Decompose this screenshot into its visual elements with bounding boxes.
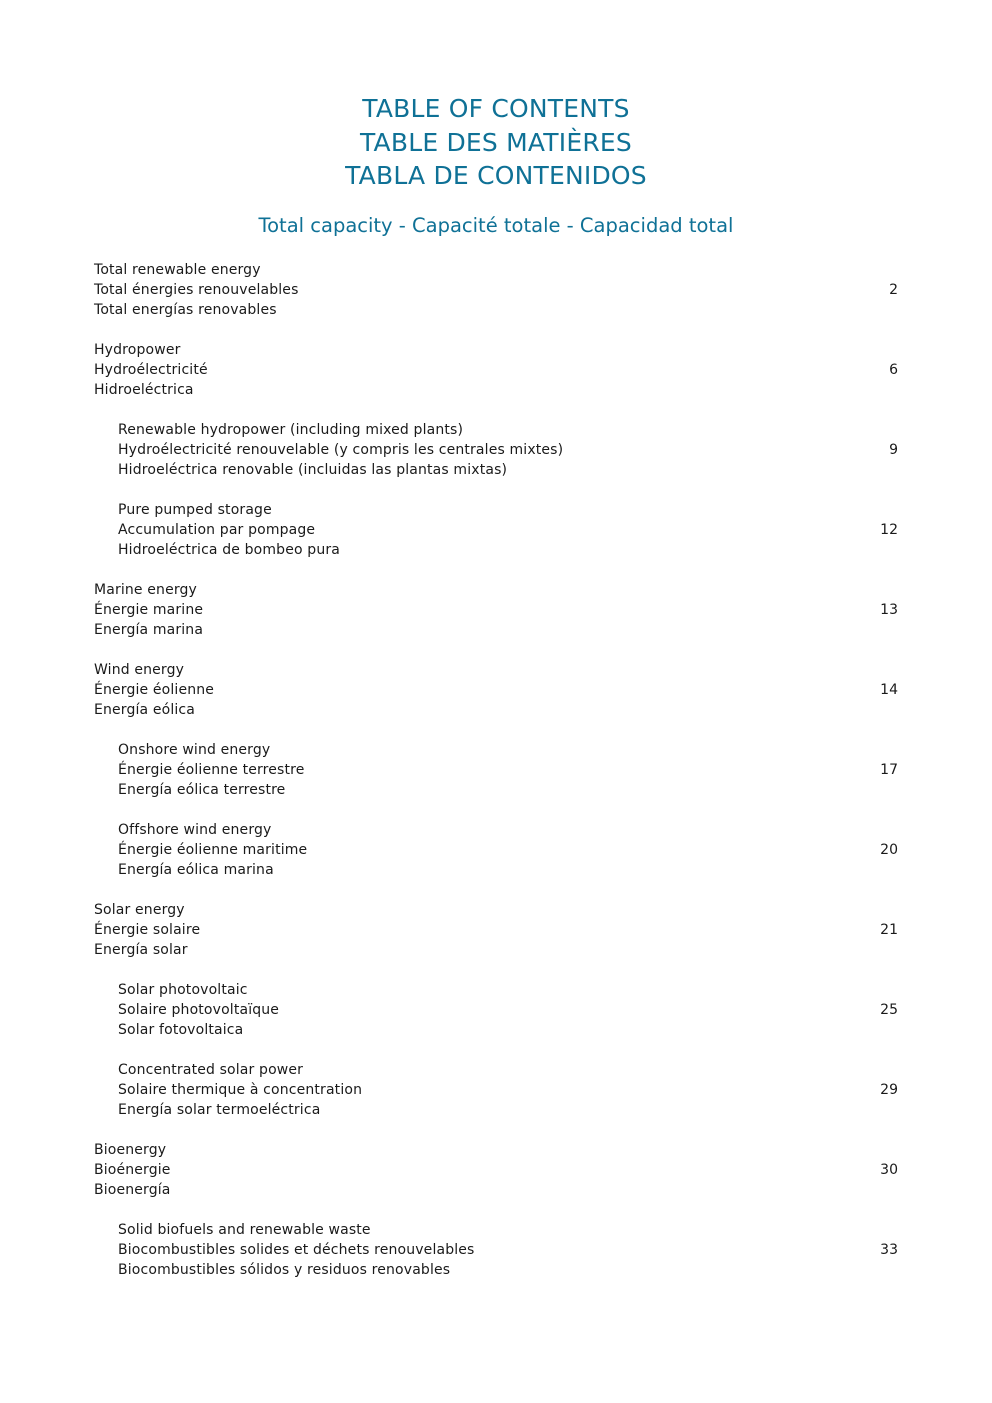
toc-entry-label-es: Hidroeléctrica de bombeo pura	[118, 542, 340, 558]
toc-entry-label-es: Biocombustibles sólidos y residuos renovables	[118, 1262, 451, 1278]
toc-entry[interactable]	[94, 1060, 898, 1140]
toc-entry-label-es: Energía marina	[94, 622, 204, 638]
toc-entry-labels	[94, 900, 898, 960]
toc-entry-labels	[94, 1060, 898, 1120]
toc-entry-label-en: Onshore wind energy	[118, 742, 271, 758]
page-title-es: TABLA DE CONTENIDOS	[345, 161, 647, 190]
toc-page-number: 20	[880, 842, 898, 858]
toc-entry-label-en: Renewable hydropower (including mixed plants)	[118, 422, 464, 438]
toc-entry-label-es: Total energías renovables	[94, 302, 277, 318]
toc-entry[interactable]	[94, 1220, 898, 1300]
toc-entry-label-fr: Total énergies renouvelables	[94, 282, 299, 298]
toc-page-number: 33	[880, 1242, 898, 1258]
toc-entry-label-es: Bioenergía	[94, 1182, 171, 1198]
toc-entry-label-en: Marine energy	[94, 582, 197, 598]
toc-page-number: 30	[880, 1162, 898, 1178]
toc-page-number: 13	[880, 602, 898, 618]
toc-entry-labels	[94, 1220, 898, 1280]
toc-page-number: 21	[880, 922, 898, 938]
toc-entry[interactable]	[94, 340, 898, 420]
toc-page-number: 6	[889, 362, 898, 378]
toc-entry-labels	[94, 500, 898, 560]
toc-entry-label-fr: Énergie solaire	[94, 922, 201, 938]
toc-page-number: 12	[880, 522, 898, 538]
toc-entry-label-fr: Énergie marine	[94, 602, 204, 618]
toc-entry-label-es: Energía eólica terrestre	[118, 782, 286, 798]
toc-page-number: 29	[880, 1082, 898, 1098]
toc-entry-label-fr: Énergie éolienne maritime	[118, 842, 308, 858]
toc-entry-labels	[94, 980, 898, 1040]
toc-entry-label-es: Hidroeléctrica renovable (incluidas las plantas mixtas)	[118, 462, 508, 478]
toc-entry-label-en: Wind energy	[94, 662, 185, 678]
toc-entry-labels	[94, 1140, 898, 1200]
page-title-fr: TABLE DES MATIÈRES	[360, 127, 632, 157]
toc-entry-label-fr: Biocombustibles solides et déchets renouvelables	[118, 1242, 475, 1258]
toc-entry-labels	[94, 260, 898, 320]
toc-entry-labels	[94, 660, 898, 720]
toc-entry[interactable]	[94, 660, 898, 740]
toc-entry[interactable]	[94, 980, 898, 1060]
toc-entry-labels	[94, 340, 898, 400]
toc-entry-label-en: Solar energy	[94, 902, 185, 918]
toc-entry[interactable]	[94, 580, 898, 660]
toc-entry[interactable]	[94, 420, 898, 500]
toc-entry-label-fr: Accumulation par pompage	[118, 522, 316, 538]
toc-entry[interactable]	[94, 820, 898, 900]
toc-entry[interactable]	[94, 900, 898, 980]
toc-list	[94, 260, 898, 1300]
toc-entry-labels	[94, 820, 898, 880]
page-title-en: TABLE OF CONTENTS	[362, 94, 630, 123]
toc-entry-label-fr: Énergie éolienne	[94, 682, 215, 698]
toc-page-number: 9	[889, 442, 898, 458]
toc-entry-label-en: Concentrated solar power	[118, 1062, 304, 1078]
toc-entry-label-en: Solar photovoltaic	[118, 982, 248, 998]
toc-entry[interactable]	[94, 500, 898, 580]
toc-entry-label-es: Energía eólica	[94, 702, 195, 718]
toc-entry-label-en: Pure pumped storage	[118, 502, 272, 518]
toc-title-block	[0, 92, 992, 193]
toc-entry-label-en: Bioenergy	[94, 1142, 167, 1158]
toc-entry-label-en: Total renewable energy	[94, 262, 261, 278]
toc-entry-label-en: Hydropower	[94, 342, 181, 358]
toc-entry-label-es: Energía solar	[94, 942, 188, 958]
toc-page-number: 25	[880, 1002, 898, 1018]
toc-entry-label-en: Offshore wind energy	[118, 822, 272, 838]
toc-entry-label-en: Solid biofuels and renewable waste	[118, 1222, 371, 1238]
toc-entry-label-fr: Énergie éolienne terrestre	[118, 762, 305, 778]
toc-entry-label-es: Energía eólica marina	[118, 862, 274, 878]
toc-entry-labels	[94, 420, 898, 480]
toc-entry-labels	[94, 580, 898, 640]
section-subtitle: Total capacity - Capacité totale - Capacidad total	[258, 214, 734, 237]
toc-entry-label-fr: Solaire photovoltaïque	[118, 1002, 280, 1018]
toc-entry[interactable]	[94, 740, 898, 820]
toc-page-number: 2	[889, 282, 898, 298]
toc-entry[interactable]	[94, 260, 898, 340]
toc-entry-labels	[94, 740, 898, 800]
toc-entry-label-es: Energía solar termoeléctrica	[118, 1102, 321, 1118]
toc-entry-label-es: Hidroeléctrica	[94, 382, 194, 398]
toc-entry-label-es: Solar fotovoltaica	[118, 1022, 244, 1038]
toc-page-number: 14	[880, 682, 898, 698]
toc-entry-label-fr: Hydroélectricité renouvelable (y compris les centrales mixtes)	[118, 442, 564, 458]
toc-entry[interactable]	[94, 1140, 898, 1220]
toc-entry-label-fr: Bioénergie	[94, 1162, 171, 1178]
toc-entry-label-fr: Solaire thermique à concentration	[118, 1082, 363, 1098]
toc-page-number: 17	[880, 762, 898, 778]
toc-entry-label-fr: Hydroélectricité	[94, 362, 208, 378]
